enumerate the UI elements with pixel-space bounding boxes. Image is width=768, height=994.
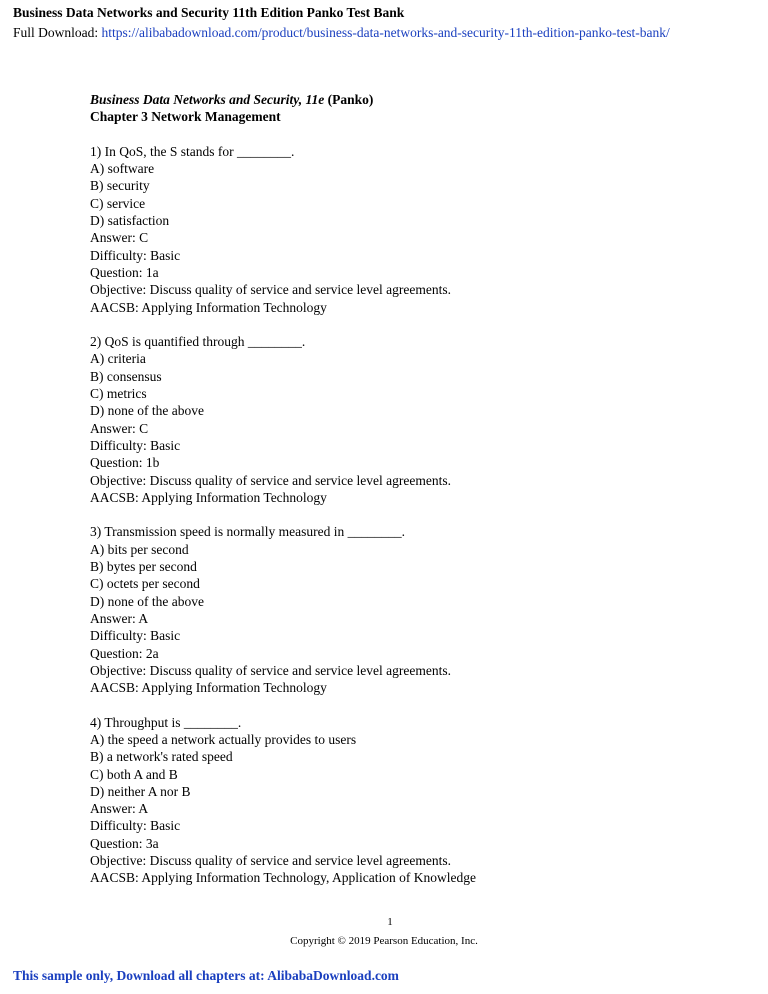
answer-option: D) neither A nor B: [90, 783, 191, 799]
answer-option: C) service: [90, 195, 146, 211]
difficulty: Difficulty: Basic: [90, 818, 181, 834]
aacsb: AACSB: Applying Information Technology: [90, 680, 327, 696]
objective: Objective: Discuss quality of service and service level agreements.: [90, 662, 451, 678]
document-body: [90, 91, 710, 887]
question-block: [90, 143, 710, 316]
answer-option: D) satisfaction: [90, 213, 170, 229]
answer-option: A) the speed a network actually provides to users: [90, 731, 357, 747]
question-block: [90, 714, 710, 887]
answer-key: Answer: A: [90, 610, 149, 626]
spacer: [90, 126, 710, 143]
copyright-notice: Copyright © 2019 Pearson Education, Inc.: [290, 935, 478, 947]
answer-key: Answer: C: [90, 230, 149, 246]
objective: Objective: Discuss quality of service and service level agreements.: [90, 472, 451, 488]
objective: Objective: Discuss quality of service and service level agreements.: [90, 853, 451, 869]
question-id: Question: 1b: [90, 455, 160, 471]
chapter-title: Chapter 3 Network Management: [90, 109, 281, 125]
answer-option: C) both A and B: [90, 766, 178, 782]
objective: Objective: Discuss quality of service and service level agreements.: [90, 282, 451, 298]
answer-option: B) security: [90, 178, 150, 194]
full-download-link[interactable]: https://alibabadownload.com/product/business-data-networks-and-security-11th-edition-panko-test-bank/: [101, 25, 670, 40]
answer-option: A) criteria: [90, 351, 146, 367]
answer-option: C) metrics: [90, 386, 147, 402]
answer-option: B) bytes per second: [90, 559, 197, 575]
aacsb: AACSB: Applying Information Technology: [90, 489, 327, 505]
book-title-line: [90, 91, 710, 108]
book-author: (Panko): [324, 92, 374, 107]
answer-option: C) octets per second: [90, 576, 200, 592]
answer-key: Answer: A: [90, 801, 149, 817]
answer-key: Answer: C: [90, 420, 149, 436]
answer-option: A) bits per second: [90, 541, 189, 557]
spacer: [90, 316, 710, 333]
question-block: [90, 333, 710, 506]
question-stem: 2) QoS is quantified through ________.: [90, 334, 306, 350]
answer-option: D) none of the above: [90, 403, 204, 419]
difficulty: Difficulty: Basic: [90, 628, 181, 644]
page-header-title: Business Data Networks and Security 11th Edition Panko Test Bank: [13, 5, 405, 20]
question-id: Question: 1a: [90, 264, 159, 280]
question-stem: 3) Transmission speed is normally measured in ________.: [90, 524, 405, 540]
answer-option: B) a network's rated speed: [90, 749, 233, 765]
difficulty: Difficulty: Basic: [90, 247, 181, 263]
aacsb: AACSB: Applying Information Technology: [90, 299, 327, 315]
answer-option: B) consensus: [90, 368, 162, 384]
book-title: Business Data Networks and Security, 11e: [90, 92, 325, 107]
page-number: 1: [387, 916, 393, 928]
aacsb: AACSB: Applying Information Technology, Application of Knowledge: [90, 870, 477, 886]
spacer: [90, 696, 710, 713]
question-stem: 4) Throughput is ________.: [90, 714, 242, 730]
question-id: Question: 3a: [90, 835, 159, 851]
question-block: [90, 523, 710, 696]
difficulty: Difficulty: Basic: [90, 437, 181, 453]
spacer: [90, 506, 710, 523]
download-banner[interactable]: This sample only, Download all chapters at: AlibabaDownload.com: [13, 968, 399, 983]
question-id: Question: 2a: [90, 645, 159, 661]
answer-option: A) software: [90, 161, 155, 177]
question-stem: 1) In QoS, the S stands for ________.: [90, 143, 295, 159]
answer-option: D) none of the above: [90, 593, 204, 609]
full-download-line: [13, 24, 670, 42]
full-download-label: Full Download:: [13, 25, 102, 40]
